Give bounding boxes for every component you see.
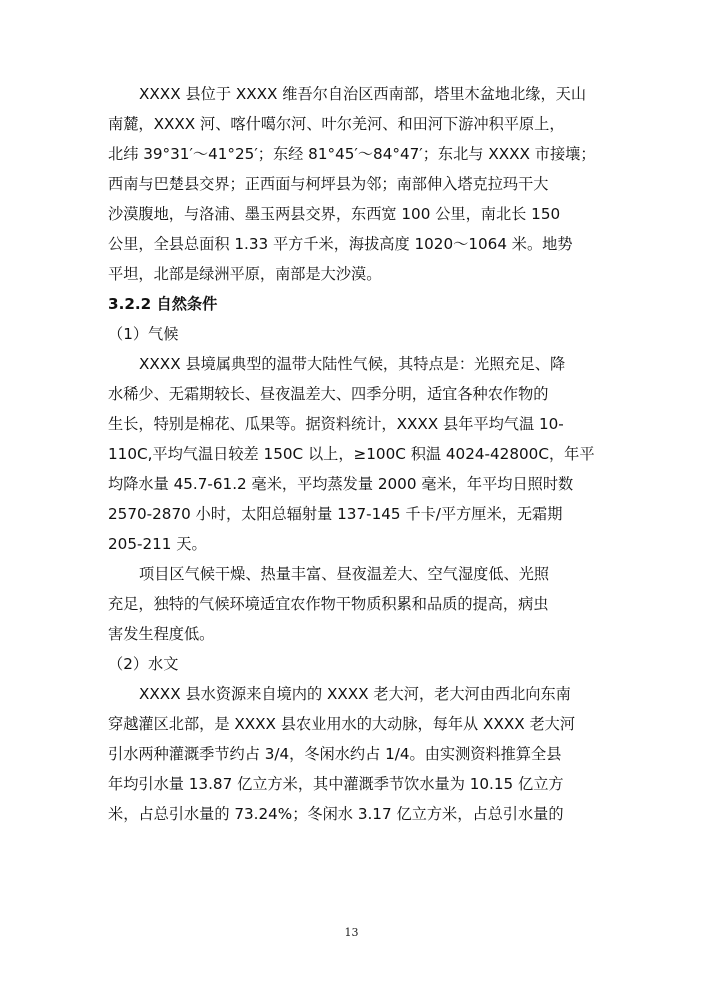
climate-paragraph-1 <box>108 349 598 559</box>
text-line: 米，占总引水量的 73.24%；冬闲水 3.17 亿立方米，占总引水量的 <box>108 805 564 823</box>
text-line: 充足，独特的气候环境适宜农作物干物质积累和品质的提高，病虫 <box>108 595 549 613</box>
text-line: 项目区气候干燥、热量丰富、昼夜温差大、空气湿度低、光照 <box>139 565 550 583</box>
text-line: XXXX 县位于 XXXX 维吾尔自治区西南部，塔里木盆地北缘，天山 <box>139 85 587 103</box>
section-heading: 3.2.2 自然条件 <box>108 295 218 313</box>
text-line: 年均引水量 13.87 亿立方米，其中灌溉季节饮水量为 10.15 亿立方 <box>108 775 564 793</box>
text-line: 平坦，北部是绿洲平原，南部是大沙漠。 <box>108 265 382 283</box>
text-line: 水稀少、无霜期较长、昼夜温差大、四季分明，适宜各种农作物的 <box>108 385 549 403</box>
page-number: 13 <box>344 926 359 939</box>
text-line: 引水两种灌溉季节约占 3/4，冬闲水约占 1/4。由实测资料推算全县 <box>108 745 562 763</box>
text-line: XXXX 县境属典型的温带大陆性气候，其特点是：光照充足、降 <box>139 355 566 373</box>
text-line: 北纬 39°31′～41°25′；东经 81°45′～84°47′；东北与 XXXX 市接壤； <box>108 145 596 163</box>
hydrology-paragraph <box>108 679 598 829</box>
text-line: 生长，特别是棉花、瓜果等。据资料统计，XXXX 县年平均气温 10- <box>108 415 564 433</box>
text-line: 公里，全县总面积 1.33 平方千米，海拔高度 1020～1064 米。地势 <box>108 235 573 253</box>
body-text <box>108 79 598 829</box>
text-line: 均降水量 45.7-61.2 毫米，平均蒸发量 2000 毫米，年平均日照时数 <box>108 475 574 493</box>
location-paragraph <box>108 79 598 289</box>
text-line: 110C,平均气温日较差 150C 以上，≥100C 积温 4024-42800C，年平 <box>108 445 595 463</box>
text-line: 沙漠腹地，与洛浦、墨玉两县交界，东西宽 100 公里，南北长 150 <box>108 205 561 223</box>
text-line: 西南与巴楚县交界；正西面与柯坪县为邻；南部伸入塔克拉玛干大 <box>108 175 549 193</box>
text-line: 南麓，XXXX 河、喀什噶尔河、叶尔羌河、和田河下游冲积平原上， <box>108 115 565 133</box>
subheading-hydrology: （2）水文 <box>108 655 179 673</box>
climate-paragraph-2 <box>108 559 598 649</box>
text-line: 2570-2870 小时，太阳总辐射量 137-145 千卡/平方厘米，无霜期 <box>108 505 563 523</box>
subheading-climate: （1）气候 <box>108 325 179 343</box>
text-line: 205-211 天。 <box>108 535 207 553</box>
text-line: XXXX 县水资源来自境内的 XXXX 老大河，老大河由西北向东南 <box>139 685 571 703</box>
text-line: 害发生程度低。 <box>108 625 215 643</box>
text-line: 穿越灌区北部，是 XXXX 县农业用水的大动脉，每年从 XXXX 老大河 <box>108 715 576 733</box>
